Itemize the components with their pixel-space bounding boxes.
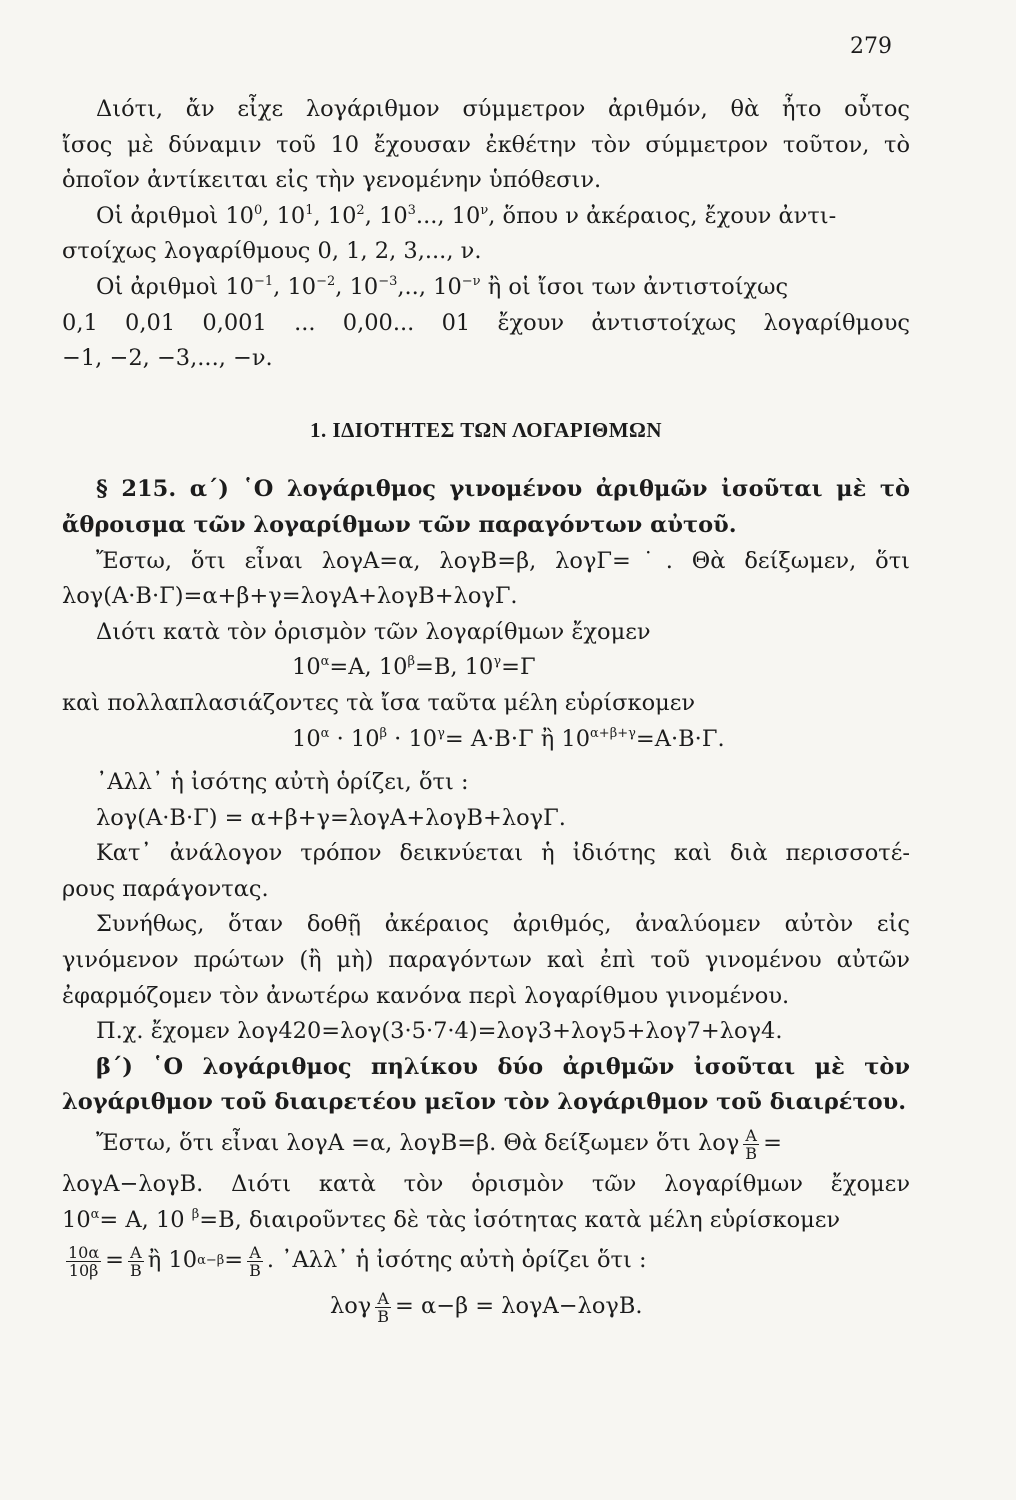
page-number: 279 — [850, 34, 892, 59]
equation: $10^\alpha=A$, $10^\beta=B$, $10^\gamma=\Gamma$ — [292, 654, 536, 681]
fraction: $\frac{A}{B}$ — [130, 1242, 142, 1280]
text-line: Κατ᾿ ἀνάλογον τρόπον δεικνύεται ἡ ἰδιότης καὶ διὰ περισσοτέ- — [96, 840, 910, 867]
text-line: ᾿Αλλ᾿ ἡ ἰσότης αὐτὴ ὁρίζει, ὅτι : — [96, 769, 469, 796]
text-line: Οἱ ἀριθμοὶ $10^{-1}$, $10^{-2}$, $10^{-3}$,.., $10^{-\nu}$ ἢ οἱ ἴσοι των ἀντιστοίχως — [96, 273, 789, 300]
text-line: καὶ πολλαπλασιάζοντες τὰ ἴσα ταῦτα μέλη εὑρίσκομεν — [62, 689, 696, 716]
text-line: στοίχως λογαρίθμους 0, 1, 2, 3,..., ν. — [62, 238, 482, 265]
text-line: ἐφαρμόζομεν τὸν ἀνωτέρω κανόνα περὶ λογαρίθμου γινομένου. — [62, 982, 790, 1009]
text-line: $10^\alpha= A$, 10 $^\beta$=Β, διαιροῦντες δὲ τὰς ἰσότητας κατὰ μέλη εὑρίσκομεν — [62, 1206, 841, 1233]
theorem-title: § 215. α΄) ῾Ο λογάριθμος γινομένου ἀριθμῶν ἰσοῦται μὲ τὸ — [96, 476, 910, 503]
text-line: Συνήθως, ὅταν δοθῇ ἀκέραιος ἀριθμός, ἀναλύομεν αὐτὸν εἰς — [96, 911, 910, 938]
text-line: λογΑ−λογΒ. Διότι κατὰ τὸν ὁρισμὸν τῶν λογαρίθμων ἔχομεν — [62, 1171, 910, 1198]
theorem-title: β΄) ῾Ο λογάριθμος πηλίκου δύο ἀριθμῶν ἰσοῦται μὲ τὸν — [96, 1053, 910, 1080]
text-line: Π.χ. ἔχομεν λογ420=λογ(3·5·7·4)=λογ3+λογ5+λογ7+λογ4. — [96, 1018, 783, 1045]
text-line: 0,1 0,01 0,001 ... 0,00... 01 ἔχουν ἀντιστοίχως λογαρίθμους — [62, 309, 910, 336]
fraction: $\frac{A}{B}$ — [377, 1288, 390, 1326]
text-line: γινόμενον πρώτων (ἢ μὴ) παραγόντων καὶ ἐπὶ τοῦ γινομένου αὐτῶν — [62, 947, 910, 974]
page-content — [62, 92, 910, 1330]
text-line: Διότι, ἄν εἶχε λογάριθμον σύμμετρον ἀριθμόν, θὰ ἦτο οὗτος — [96, 96, 910, 122]
text-line: −1, −2, −3,..., −ν. — [62, 345, 273, 372]
text-line: ρους παράγοντας. — [62, 875, 269, 902]
text-line: ὁποῖον ἀντίκειται εἰς τὴν γενομένην ὑπόθεσιν. — [62, 167, 602, 194]
text-line: $\frac{10\alpha}{10\beta}$ = $\frac{A}{B}$ ἢ 10 α−β = $\frac{A}{B}$ . ᾿Αλλ᾿ ἡ ἰσότης αὐτὴ ὁρίζει ὅτι : — [68, 1242, 647, 1280]
text-line: Οἱ ἀριθμοὶ $10^0$, $10^1$, $10^2$, $10^3$..., $10^\nu$, ὅπου ν ἀκέραιος, ἔχουν ἀντι- — [96, 202, 837, 229]
fraction: $\frac{A}{B}$ — [745, 1125, 758, 1163]
section-heading: 1. ΙΔΙΟΤΗΤΕΣ ΤΩΝ ΛΟΓΑΡΙΘΜΩΝ — [309, 417, 663, 442]
text-line: Ἔστω, ὅτι εἶναι λογΑ =α, λογΒ=β. Θὰ δείξωμεν ὅτι λογ $\frac{A}{B}$ = — [96, 1125, 782, 1163]
theorem-title: ἄθροισμα τῶν λογαρίθμων τῶν παραγόντων αὐτοῦ. — [62, 511, 737, 538]
equation: $10^\alpha \cdot 10^\beta \cdot 10^\gamma= A\cdot B\cdot\Gamma$ ἢ $10^{\alpha+\beta+\gamma}=A\cdot B\cdot\Gamma$. — [292, 725, 725, 752]
theorem-title: λογάριθμον τοῦ διαιρετέου μεῖον τὸν λογάριθμον τοῦ διαιρέτου. — [62, 1089, 907, 1116]
text-line: λογ(Α·Β·Γ)=α+β+γ=λογΑ+λογΒ+λογΓ. — [62, 583, 518, 610]
text-line: ἴσος μὲ δύναμιν τοῦ 10 ἔχουσαν ἐκθέτην τὸν σύμμετρον τοῦτον, τὸ — [62, 131, 910, 158]
text-line: Διότι κατὰ τὸν ὁρισμὸν τῶν λογαρίθμων ἔχομεν — [96, 618, 651, 645]
equation: λογ(Α·Β·Γ) = α+β+γ=λογΑ+λογΒ+λογΓ. — [96, 804, 566, 831]
fraction: $\frac{A}{B}$ — [249, 1242, 261, 1280]
equation: λογ $\frac{A}{B}$ = α−β = λογΑ−λογΒ. — [330, 1288, 643, 1326]
fraction: $\frac{10\alpha}{10\beta}$ — [68, 1242, 100, 1280]
text-line: Ἔστω, ὅτι εἶναι λογΑ=α, λογΒ=β, λογΓ=˙. Θὰ δείξωμεν, ὅτι — [96, 547, 910, 574]
